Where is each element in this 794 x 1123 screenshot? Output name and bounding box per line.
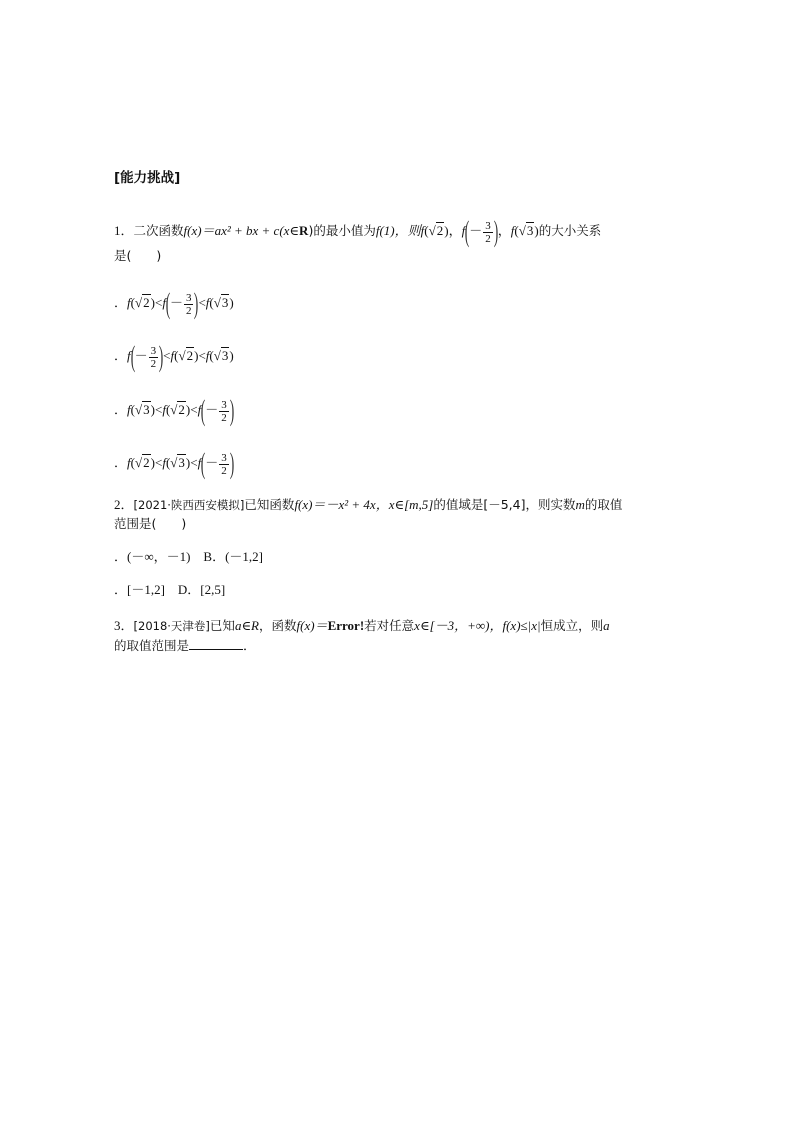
q1-R: R	[299, 222, 309, 238]
question-2-line-2: 范围是( )	[114, 516, 187, 531]
fraction-3-2: $\frac{3}{2}$	[485, 219, 491, 245]
q2-options-cd: ．[－1,2] D．[2,5]	[114, 582, 226, 597]
q1-text-c: 的大小关系	[538, 222, 602, 238]
question-2-line-1: 2．[2021·陕西西安模拟]已知函数f(x)＝－x² + 4x，x∈[m,5]的值域是[－5,4]，则实数m的取值	[114, 497, 623, 512]
q1-number: 1．	[114, 222, 134, 238]
q1-text-b: )的最小值为	[308, 222, 376, 238]
q1-f: f	[420, 222, 425, 238]
q2-source: [2021·陕西西安模拟]	[133, 498, 245, 512]
section-heading: [能力挑战]	[114, 170, 181, 186]
question-1-line-1: 1．二次函数f(x)＝ax² + bx + c(x∈R)的最小值为f(1)，则f(√2)，f(－ $\frac{3}{2}$ )，f(√3)的大小关系	[114, 215, 602, 248]
q1-option-a: ．f(√2)<f(－ $\frac{3}{2}$ )<f(√3)	[114, 287, 234, 320]
sqrt-2: √2	[428, 222, 444, 238]
q2-f-def: f(x)＝－x² + 4x，x∈[m,5]	[294, 497, 434, 512]
question-3-line-1: 3．[2018·天津卷]已知a∈R，函数f(x)＝Error!若对任意x∈[－3，+∞)，f(x)≤|x|恒成立，则a	[114, 618, 610, 633]
question-3-line-2: 的取值范围是 ．	[114, 638, 257, 653]
q1-option-b: ．f(－ $\frac{3}{2}$ )<f(√2)<f(√3)	[114, 340, 234, 373]
answer-blank	[189, 636, 243, 650]
q1-f1: f(1)，则	[375, 222, 421, 238]
q1-option-c: ．f(√3)<f(√2)<f(－ $\frac{3}{2}$ )	[114, 394, 234, 427]
q2-options-ab: ．(－∞，－1) B．(－1,2]	[114, 549, 264, 564]
question-1-line-2: 是( )	[114, 248, 162, 263]
q1-text-a: 二次函数	[133, 222, 184, 238]
q1-f-def: f(x)＝ax² + bx + c(x∈	[183, 222, 300, 238]
q1-option-d: ．f(√2)<f(√3)<f(－ $\frac{3}{2}$ )	[114, 447, 234, 480]
q3-source: [2018·天津卷]	[133, 619, 210, 633]
q3-error: Error!	[327, 618, 365, 633]
sqrt-3: √3	[518, 222, 534, 238]
